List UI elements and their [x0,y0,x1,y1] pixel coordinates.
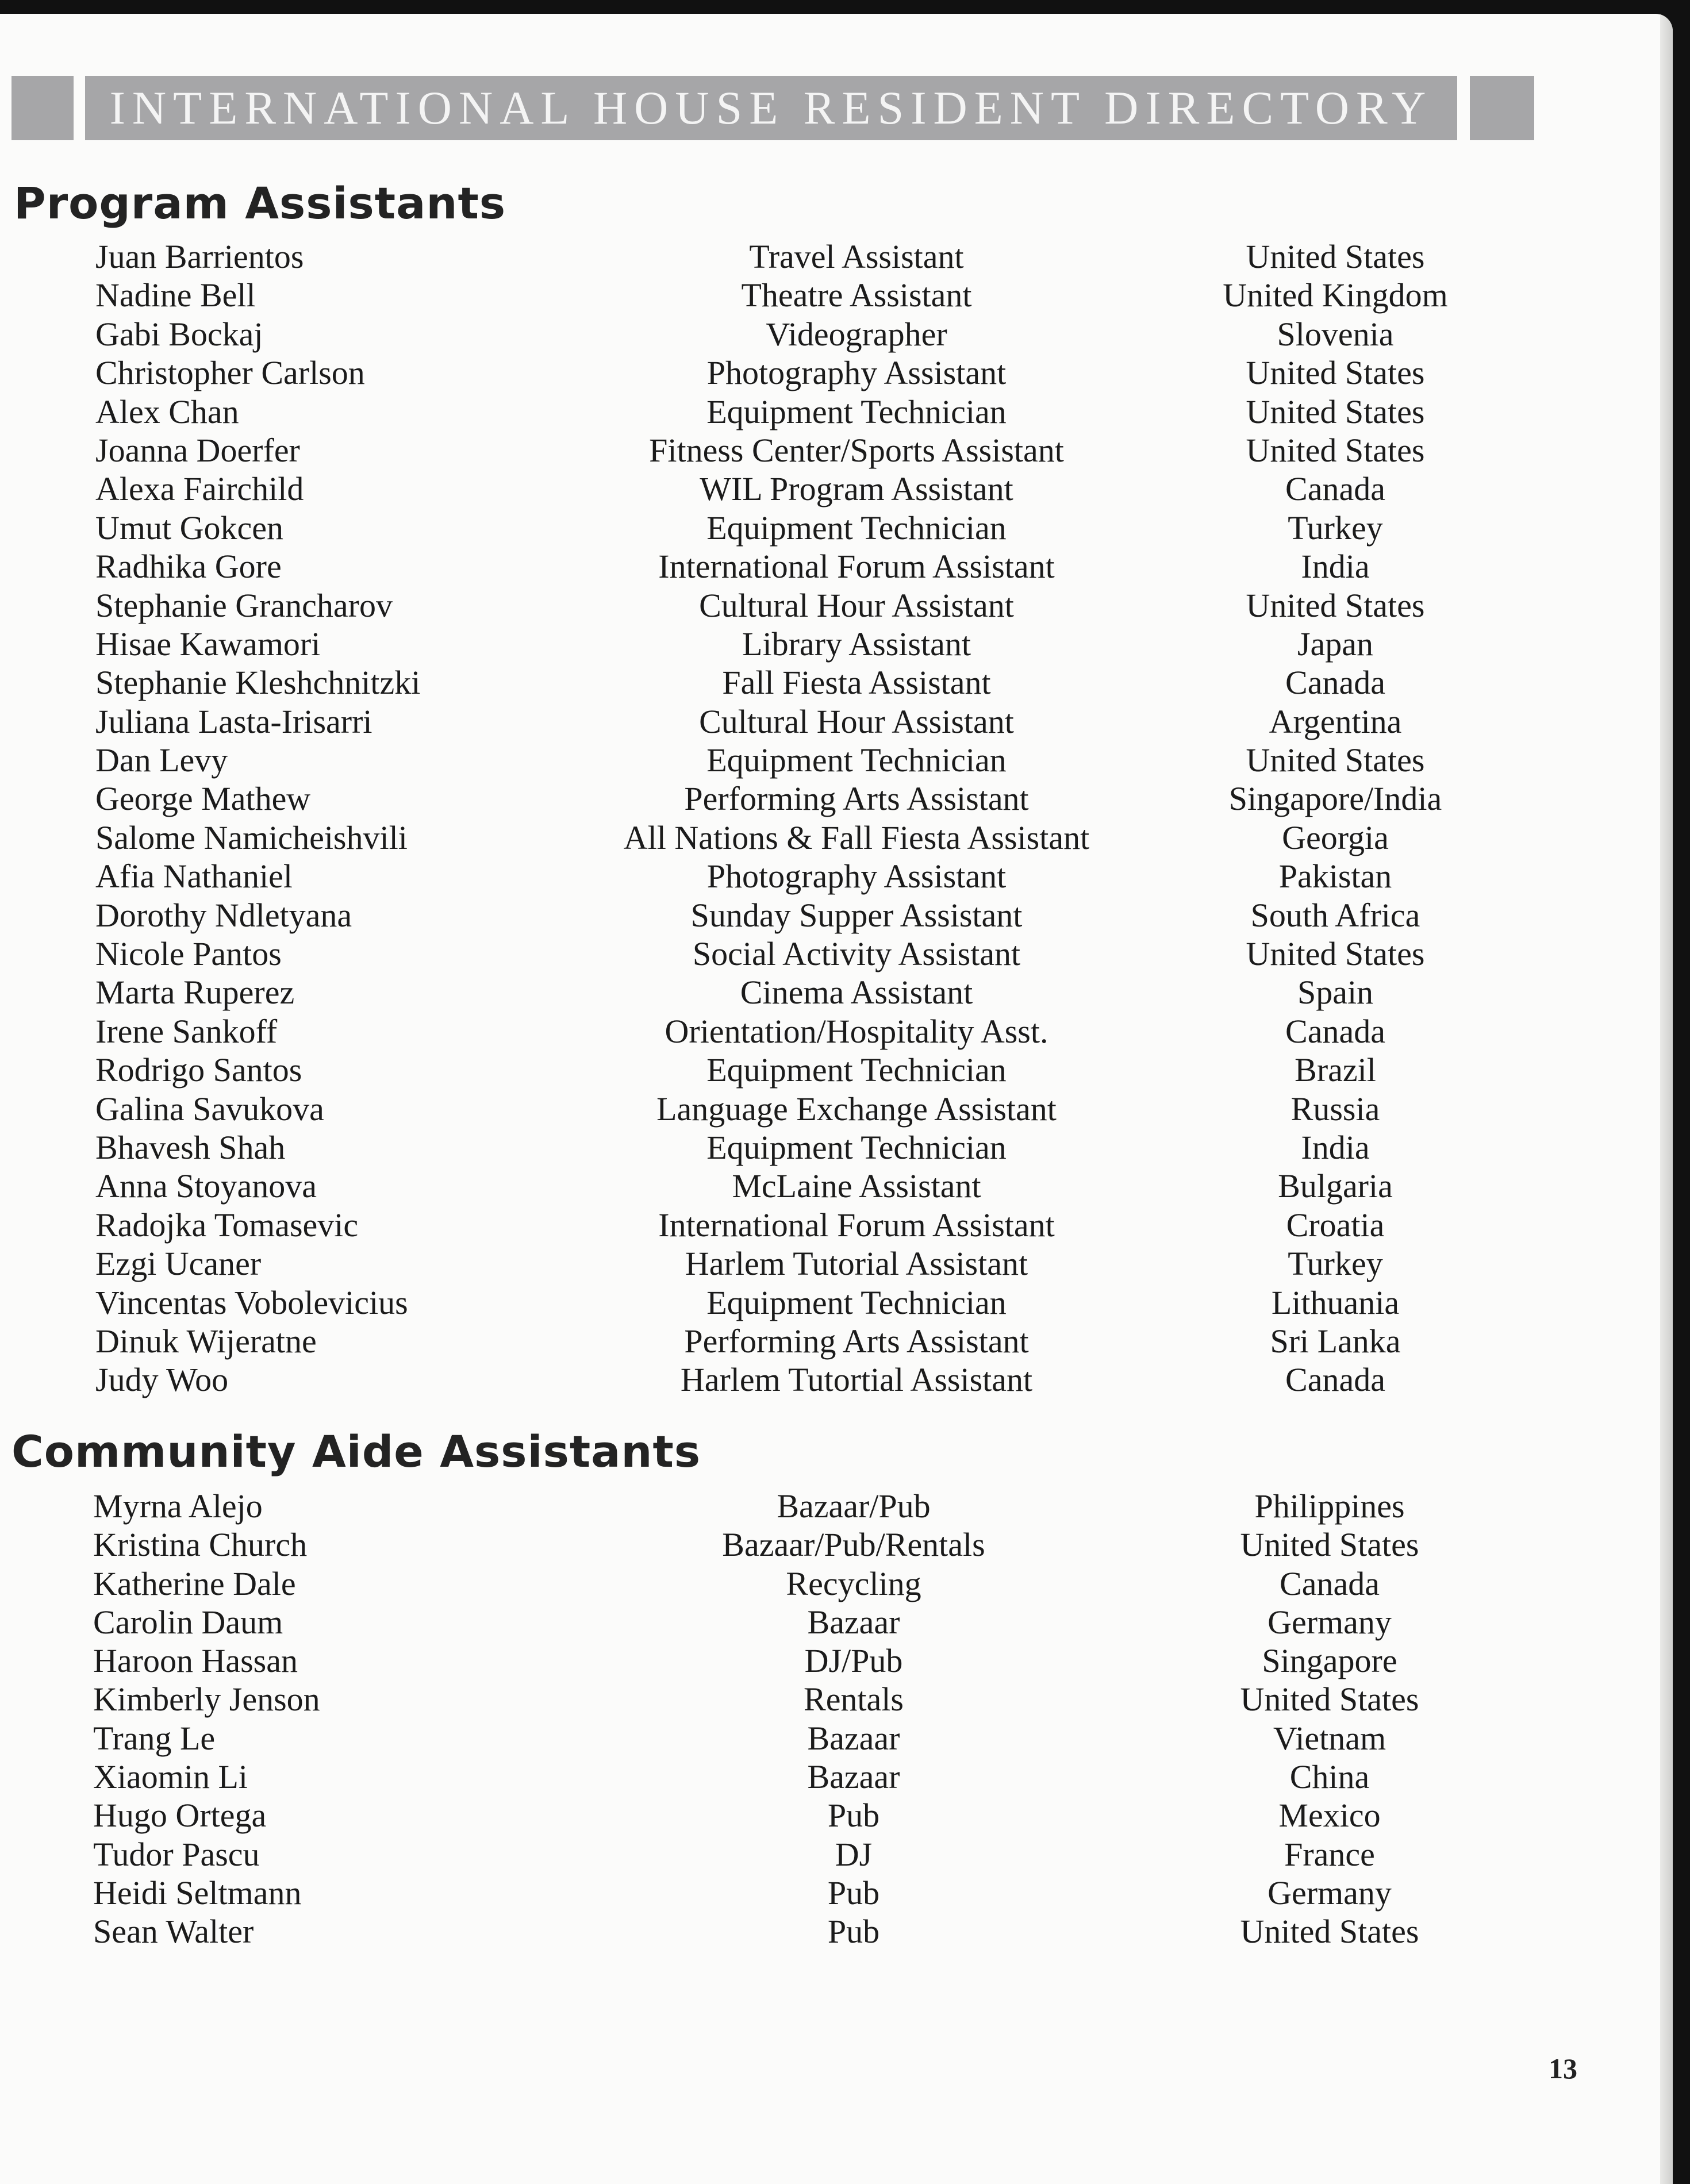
resident-country: Russia [1290,1090,1380,1128]
resident-name: Kimberly Jenson [93,1681,320,1718]
resident-role: Equipment Technician [706,509,1007,547]
resident-name: Salome Namicheishvili [95,818,408,856]
resident-country: Slovenia [1277,315,1394,353]
list-item [0,702,1552,741]
resident-name: Galina Savukova [95,1090,324,1128]
list-item [0,393,1552,431]
list-item [0,1487,1552,1525]
list-item [0,1874,1552,1912]
resident-country: United States [1246,431,1425,469]
header-band [85,76,1457,140]
resident-country: United States [1240,1526,1419,1564]
list-item [0,1090,1552,1128]
program-assistants-list [0,237,1552,1399]
resident-name: Dan Levy [95,741,228,779]
resident-role: Orientation/Hospitality Asst. [665,1012,1048,1050]
resident-name: Radojka Tomasevic [95,1206,359,1244]
resident-country: United States [1240,1913,1419,1951]
list-item [0,1012,1552,1051]
list-item [0,1283,1552,1322]
header-band-right [1470,76,1534,140]
list-item [0,1167,1552,1205]
resident-country: South Africa [1250,896,1420,934]
resident-role: Theatre Assistant [741,276,972,314]
resident-name: Marta Ruperez [95,974,295,1012]
resident-country: Bulgaria [1278,1167,1393,1205]
resident-role: International Forum Assistant [658,1206,1055,1244]
resident-country: India [1301,548,1370,586]
list-item [0,818,1552,857]
resident-role: Cultural Hour Assistant [699,586,1014,624]
list-item [0,1206,1552,1244]
resident-role: Photography Assistant [706,858,1007,895]
resident-country: Argentina [1269,702,1402,740]
resident-role: McLaine Assistant [732,1167,981,1205]
directory-page [0,14,1673,2184]
resident-name: Stephanie Grancharov [95,586,393,624]
resident-country: United States [1246,238,1425,275]
resident-country: Canada [1285,470,1385,508]
resident-name: Sean Walter [93,1913,254,1951]
resident-country: Turkey [1288,1245,1383,1283]
list-item [0,1912,1552,1951]
resident-role: Bazaar/Pub [777,1487,931,1525]
resident-role: Sunday Supper Assistant [690,896,1023,934]
resident-role: Videographer [766,315,947,353]
list-item [0,1360,1552,1399]
resident-country: United States [1246,354,1425,392]
list-item [0,237,1552,276]
resident-role: Equipment Technician [706,1051,1007,1089]
resident-role: Harlem Tutorial Assistant [685,1245,1028,1283]
resident-country: Canada [1285,664,1385,702]
resident-role: Equipment Technician [706,1283,1007,1321]
resident-country: Japan [1297,625,1374,663]
list-item [0,1835,1552,1874]
resident-role: Rentals [804,1681,904,1718]
resident-name: Nicole Pantos [95,935,282,973]
resident-name: George Mathew [95,780,311,818]
page-header-title: INTERNATIONAL HOUSE RESIDENT DIRECTORY [109,82,1433,134]
program-assistants-heading: Program Assistants [14,178,506,229]
resident-name: Hisae Kawamori [95,625,321,663]
resident-name: Gabi Bockaj [95,315,263,353]
resident-country: Germany [1268,1874,1392,1912]
resident-name: Judy Woo [95,1361,229,1399]
resident-country: India [1301,1128,1370,1166]
list-item [0,586,1552,625]
resident-country: United Kingdom [1223,276,1448,314]
list-item [0,1244,1552,1283]
resident-role: DJ/Pub [804,1642,903,1680]
list-item [0,509,1552,547]
resident-name: Hugo Ortega [93,1797,267,1835]
resident-name: Irene Sankoff [95,1012,278,1050]
resident-name: Juan Barrientos [95,238,304,275]
list-item [0,1680,1552,1718]
community-aide-assistants-list [0,1487,1552,1951]
list-item [0,973,1552,1012]
header-band-left [11,76,74,140]
resident-role: Language Exchange Assistant [656,1090,1057,1128]
resident-name: Christopher Carlson [95,354,365,392]
list-item [0,431,1552,470]
resident-role: All Nations & Fall Fiesta Assistant [623,818,1090,856]
resident-name: Juliana Lasta-Irisarri [95,702,372,740]
list-item [0,1719,1552,1758]
list-item [0,1128,1552,1167]
resident-name: Dorothy Ndletyana [95,896,352,934]
community-aide-assistants-heading: Community Aide Assistants [11,1426,701,1477]
resident-name: Vincentas Vobolevicius [95,1283,408,1321]
resident-country: Brazil [1295,1051,1376,1089]
resident-country: Pakistan [1278,858,1392,895]
list-item [0,276,1552,314]
resident-country: Spain [1297,974,1374,1012]
resident-role: Bazaar/Pub/Rentals [722,1526,985,1564]
resident-country: United States [1246,741,1425,779]
resident-country: Lithuania [1271,1283,1400,1321]
resident-name: Katherine Dale [93,1564,296,1602]
resident-country: Mexico [1278,1797,1381,1835]
resident-role: Performing Arts Assistant [684,1322,1029,1360]
list-item [0,1525,1552,1564]
resident-country: China [1289,1758,1370,1796]
resident-country: Philippines [1254,1487,1405,1525]
resident-country: United States [1246,935,1425,973]
list-item [0,1564,1552,1603]
list-item [0,741,1552,779]
list-item [0,315,1552,353]
resident-role: Harlem Tutortial Assistant [680,1361,1033,1399]
list-item [0,896,1552,935]
resident-role: WIL Program Assistant [700,470,1013,508]
list-item [0,1322,1552,1360]
resident-name: Tudor Pascu [93,1835,260,1873]
resident-country: Vietnam [1273,1719,1386,1757]
page-number: 13 [1549,2052,1577,2085]
resident-country: Sri Lanka [1270,1322,1401,1360]
resident-role: DJ [835,1835,873,1873]
resident-role: Bazaar [807,1758,900,1796]
resident-country: United States [1246,586,1425,624]
resident-role: Social Activity Assistant [692,935,1021,973]
list-item [0,1641,1552,1680]
resident-name: Anna Stoyanova [95,1167,317,1205]
resident-role: Library Assistant [742,625,971,663]
resident-role: International Forum Assistant [658,548,1055,586]
list-item [0,1796,1552,1835]
resident-role: Performing Arts Assistant [684,780,1029,818]
resident-country: United States [1240,1681,1419,1718]
resident-country: Croatia [1286,1206,1385,1244]
resident-name: Bhavesh Shah [95,1128,286,1166]
list-item [0,857,1552,895]
resident-role: Bazaar [807,1603,900,1641]
resident-name: Trang Le [93,1719,216,1757]
resident-name: Joanna Doerfer [95,431,300,469]
resident-role: Equipment Technician [706,1128,1007,1166]
page-edge [1660,14,1673,2184]
resident-country: United States [1246,393,1425,430]
resident-role: Pub [827,1874,880,1912]
resident-name: Alexa Fairchild [95,470,304,508]
resident-name: Kristina Church [93,1526,308,1564]
resident-name: Radhika Gore [95,548,282,586]
list-item [0,935,1552,973]
list-item [0,663,1552,702]
list-item [0,625,1552,663]
resident-role: Equipment Technician [706,741,1007,779]
resident-name: Haroon Hassan [93,1642,298,1680]
list-item [0,1603,1552,1641]
resident-name: Carolin Daum [93,1603,283,1641]
list-item [0,470,1552,508]
resident-country: Germany [1268,1603,1392,1641]
list-item [0,1758,1552,1796]
list-item [0,547,1552,586]
resident-role: Fall Fiesta Assistant [722,664,991,702]
resident-country: Canada [1280,1564,1380,1602]
resident-country: Singapore/India [1228,780,1442,818]
resident-name: Alex Chan [95,393,239,430]
resident-name: Afia Nathaniel [95,858,293,895]
resident-name: Rodrigo Santos [95,1051,302,1089]
resident-country: Turkey [1288,509,1383,547]
resident-name: Dinuk Wijeratne [95,1322,317,1360]
resident-role: Bazaar [807,1719,900,1757]
resident-name: Xiaomin Li [93,1758,248,1796]
list-item [0,1051,1552,1089]
resident-name: Heidi Seltmann [93,1874,302,1912]
list-item [0,353,1552,392]
resident-name: Umut Gokcen [95,509,283,547]
resident-country: France [1284,1835,1375,1873]
resident-country: Canada [1285,1361,1385,1399]
resident-role: Pub [827,1797,880,1835]
resident-country: Singapore [1262,1642,1397,1680]
list-item [0,779,1552,818]
resident-name: Nadine Bell [95,276,256,314]
resident-role: Cultural Hour Assistant [699,702,1014,740]
resident-role: Recycling [786,1564,921,1602]
resident-role: Cinema Assistant [740,974,973,1012]
resident-role: Pub [827,1913,880,1951]
resident-country: Georgia [1282,818,1389,856]
resident-role: Equipment Technician [706,393,1007,430]
resident-country: Canada [1285,1012,1385,1050]
resident-name: Stephanie Kleshchnitzki [95,664,421,702]
resident-name: Myrna Alejo [93,1487,263,1525]
resident-role: Fitness Center/Sports Assistant [649,431,1064,469]
resident-name: Ezgi Ucaner [95,1245,262,1283]
resident-role: Photography Assistant [706,354,1007,392]
resident-role: Travel Assistant [749,238,964,275]
